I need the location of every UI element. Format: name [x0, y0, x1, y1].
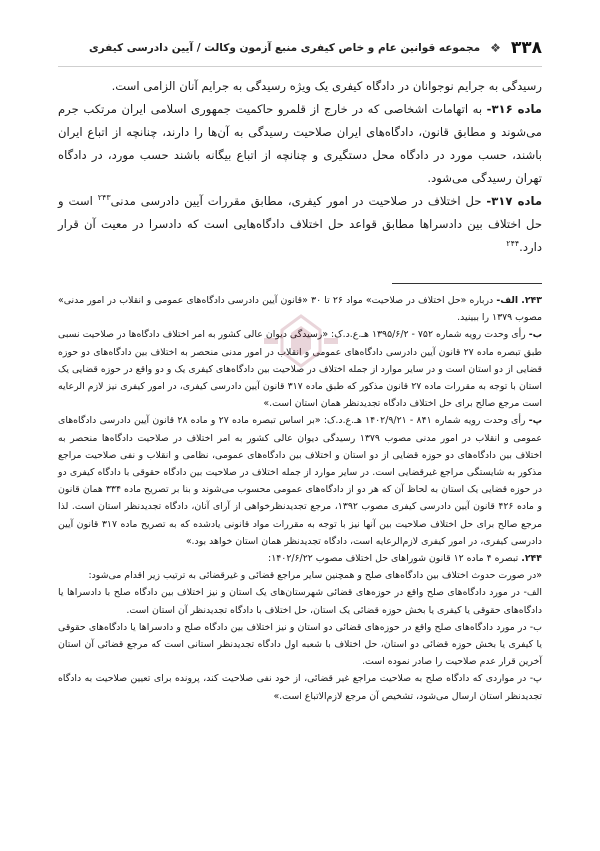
footnote-243-a: ۲۴۳. الف- درباره «حل اختلاف در صلاحیت» مواد ۲۶ تا ۳۰ «قانون آیین دادرسی دادگاه‌های عمومی و انقلاب در امور مدنی» مصوب ۱۳۷۹ را ببینید.: [58, 295, 542, 324]
footnote-ref-244[interactable]: ۲۴۴: [506, 239, 520, 249]
footnote-243-p: پ- رأی وحدت رویه شماره ۸۴۱ - ۱۴۰۲/۹/۲۱ هـ.ع.د.ک: «بر اساس تبصره ماده ۲۷ و ماده ۲۸ قانون آیین دادرسی دادگاه‌های عمومی و انقلاب در امور مدنی مصوب ۱۳۷۹ رسیدگی دیوان عالی کشور به امر اختلاف در صلاحیت دادگاه‌ها منحصر به اختلاف بین دادگاه‌های دو حوزه قضایی از دو استان و اختلاف بین دادگاه‌های عمومی، نظامی و انقلاب و نفی صلاحیت مراجع مذکور به شایستگی مراجع غیرقضایی است. در سایر موارد از جمله اختلاف در صلاحیت بین دادگاه حقوقی با دادگاه کیفری دو در حوزه قضایی یک استان به لحاظ آن که هر دو از دادگاه‌های عمومی محسوب می‌شوند و بنا بر تصریح ماده ۳۳۴ همان قانون و ماده ۴۲۶ قانون آیین دادرسی کیفری مصوب ۱۳۹۲، مرجع تجدیدنظرخواهی از آرای آنان، دادگاه تجدیدنظر استان است. لذا مرجع صالح برای حل اختلاف صلاحیت بین آنها نیز با توجه به مقررات مواد قانونی یادشده که به تصریح ماده ۳۱۷ قانون آیین دادرسی کیفری، در امور کیفری لازم‌الرعایه است، دادگاه تجدیدنظر همان استان خواهد بود.»: [58, 415, 543, 547]
article-317-text-a: حل اختلاف در صلاحیت در امور کیفری، مطابق مقررات آیین دادرسی مدنی: [110, 194, 487, 208]
article-317-text-b: است و حل اختلاف بین دادسراها مطابق قواعد حل اختلاف دادگاه‌هایی است که دادسرا در معیت آن قرار دارد.: [58, 194, 542, 254]
footnote-244-number: ۲۴۴.: [521, 553, 542, 565]
footnote-243-number: ۲۴۳.: [521, 295, 542, 306]
article-316: [58, 98, 542, 190]
footnote-244: ۲۴۴. تبصره ۴ ماده ۱۲ قانون شوراهای حل اختلاف مصوب ۱۴۰۲/۶/۲۲:: [268, 553, 542, 565]
article-316-label: ماده ۳۱۶-: [486, 102, 542, 116]
footnote-244-a: الف- در مورد دادگاه‌های صلح واقع در حوزه‌های قضائی شهرستان‌های یک استان و نیز اختلاف بین دادگاه صلح با دادسراها یا دادگاه‌های حقوقی یا کیفری یا بخش حوزه قضائی یک استان، حل اختلاف با دادگاه تجدیدنظر آن استان است.: [58, 587, 542, 616]
article-317: [58, 190, 542, 259]
ornament-icon: ❖: [490, 41, 501, 55]
running-title: مجموعه قوانین عام و خاص کیفری منبع آزمون وکالت / آیین دادرسی کیفری: [89, 42, 481, 54]
footnotes: [58, 292, 542, 705]
footnote-243-b: ب- رأی وحدت رویه شماره ۷۵۲ - ۱۳۹۵/۶/۲ هـ.ع.د.ک: «رسیدگی دیوان عالی کشور به امر اختلاف دادگاه‌ها در صلاحیت نسبی طبق تبصره ماده ۲۷ قانون آیین دادرسی دادگاه‌های عمومی و انقلاب در امور مدنی منحصر به اختلاف بین دادگاه‌های دو حوزه قضایی از دو استان است و در سایر موارد از جمله اختلاف در صلاحیت بین دادگاه‌های کیفری یک و دو واقع در حوزه قضایی یک استان با توجه به مقررات ماده ۲۷ قانون مذکور که طبق ماده ۳۱۷ قانون آیین دادرسی کیفری، در امور کیفری نیز لازم الرعایه است مرجع صالح برای حل اختلاف دادگاه تجدیدنظر همان استان است.»: [58, 329, 543, 410]
footnote-244-b: ب- در مورد دادگاه‌های صلح واقع در حوزه‌های قضائی دو استان و نیز اختلاف بین دادگاه صلح و دادسراها یا دادگاه‌های حقوقی یا کیفری یا بخش حوزه قضائی دو استان، حل اختلاف با شعبه اول دادگاه تجدیدنظر استانی است که مرجع قضائی آن استان آخرین قرار عدم صلاحیت را صادر نموده است.: [58, 621, 542, 668]
footnote-244-p: پ- در مواردی که دادگاه صلح به صلاحیت مراجع غیر قضائی، از خود نفی صلاحیت کند، پرونده برای تعیین صلاحیت به دادگاه تجدیدنظر استان ارسال می‌شود، تشخیص آن مرجع لازم‌الاتباع است.»: [58, 673, 542, 702]
article-316-text: به اتهامات اشخاصی که در خارج از قلمرو حاکمیت جمهوری اسلامی ایران مرتکب جرم می‌شوند و مطابق قانون، دادگاه‌های ایران صلاحیت رسیدگی به آن‌ها را دارند، چنانچه از اتباع ایران باشند، حسب مورد در دادگاه محل دستگیری و چنانچه از اتباع بیگانه باشند حسب مورد، در دادگاه تهران رسیدگی می‌شود.: [58, 102, 542, 185]
main-text: [58, 75, 542, 259]
article-317-label: ماده ۳۱۷-: [486, 194, 543, 208]
page-header: [58, 34, 542, 67]
page-number: ۳۳۸: [510, 38, 542, 58]
footnote-divider: [392, 283, 542, 284]
paragraph-continuation: رسیدگی به جرایم نوجوانان در دادگاه کیفری یک ویژه رسیدگی به جرایم آنان الزامی است.: [111, 79, 542, 93]
footnote-ref-243[interactable]: ۲۴۳: [97, 193, 111, 203]
footnote-244-quote: «در صورت حدوث اختلاف بین دادگاه‌های صلح و همچنین سایر مراجع قضائی و غیرقضائی به ترتیب زیر اقدام می‌شود:: [88, 570, 542, 582]
